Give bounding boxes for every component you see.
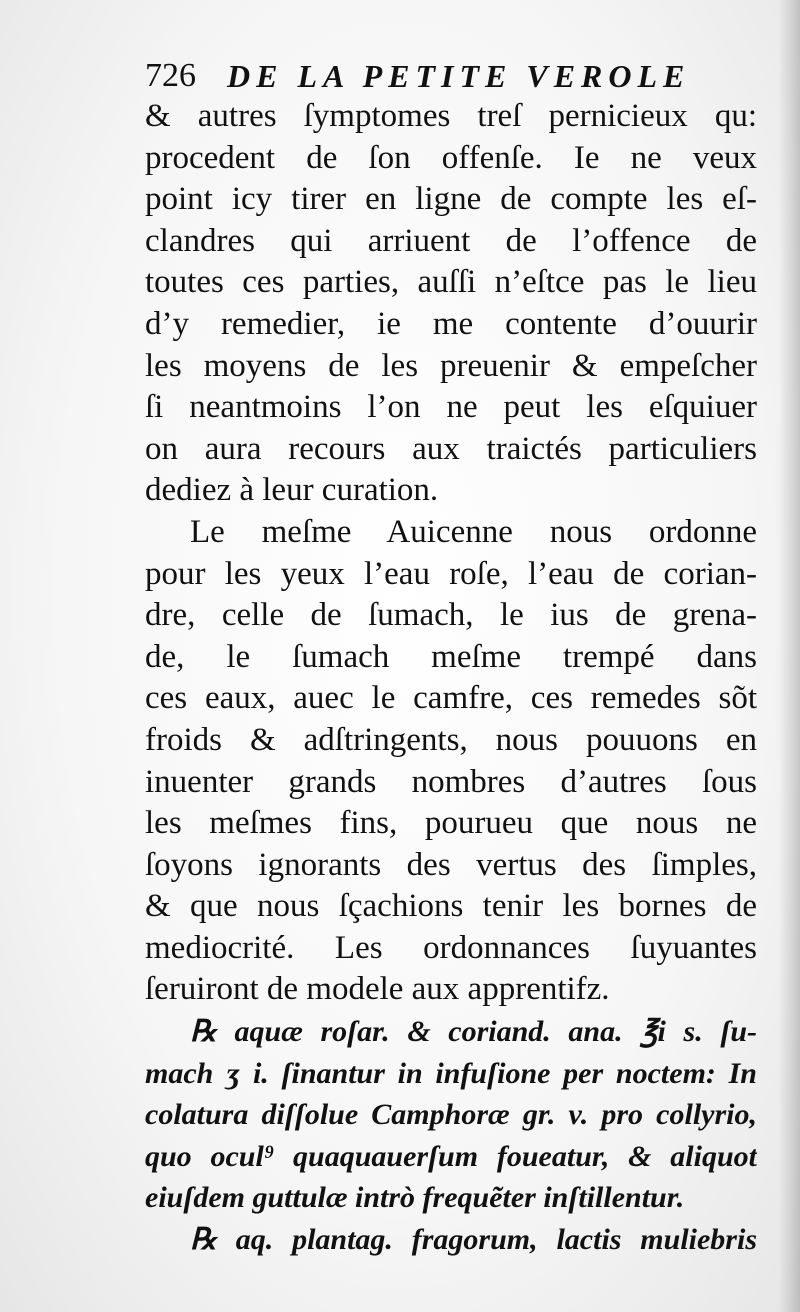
page-edge-shadow [778,0,800,1312]
body-text [145,96,757,1261]
recipe-line: quo ocul⁹ quaquauerſum foueatur, & aliquot [145,1139,757,1173]
text-line: clandres qui arriuent de l’offence de [145,222,757,259]
text-line: dediez à leur curation. [145,472,439,509]
running-head: DE LA PETITE VEROLE [227,58,691,94]
text-line: dre, celle de ſumach, le ius de grena- [145,597,757,634]
text-line: froids & adſtringents, nous pouuons en [145,721,757,758]
recipe-line: colatura diſſolue Camphoræ gr. v. pro collyrio, [145,1098,757,1132]
text-line: les moyens de les preuenir & empeſcher [145,347,757,384]
text-line: & autres ſymptomes treſ pernicieux qu: [145,98,757,134]
text-line: ſoyons ignorants des vertus des ſimples, [145,846,757,883]
text-line: d’y remedier, ie me contente d’ouurir [145,305,757,342]
page-header [145,54,755,98]
text-line: de, le ſumach meſme trempé dans [145,638,757,675]
recipe-line: mach ʒ i. ſinantur in infuſione per noctem: In [145,1056,757,1090]
text-line: on aura recours aux traictés particuliers [145,430,757,467]
text-line: point icy tirer en ligne de compte les eſ- [145,181,757,218]
text-line: procedent de ſon offenſe. Ie ne veux [145,139,757,176]
text-line: les meſmes fins, pourueu que nous ne [145,805,757,842]
text-line: Le meſme Auicenne nous ordonne [190,513,757,550]
text-line: toutes ces parties, auſſi n’eſtce pas le lieu [145,264,757,301]
recipe-line: eiuſdem guttulæ intrò frequẽter inſtillentur. [145,1181,685,1215]
recipe-line: ℞ aq. plantag. fragorum, lactis muliebris [190,1223,757,1257]
text-line: ſeruiront de modele aux apprentifz. [145,971,610,1008]
text-line: inuenter grands nombres d’autres ſous [145,763,757,800]
text-line: & que nous ſçachions tenir les bornes de [145,888,757,925]
recipe-line: ℞ aquæ roſar. & coriand. ana. ℥i s. ſu- [190,1015,757,1049]
page-number: 726 [145,57,196,94]
text-line: ſi neantmoins l’on ne peut les eſquiuer [145,389,757,426]
text-line: mediocrité. Les ordonnances ſuyuantes [145,929,757,966]
text-line: ces eaux, auec le camfre, ces remedes sõt [145,680,757,717]
text-line: pour les yeux l’eau roſe, l’eau de corian- [145,555,757,592]
